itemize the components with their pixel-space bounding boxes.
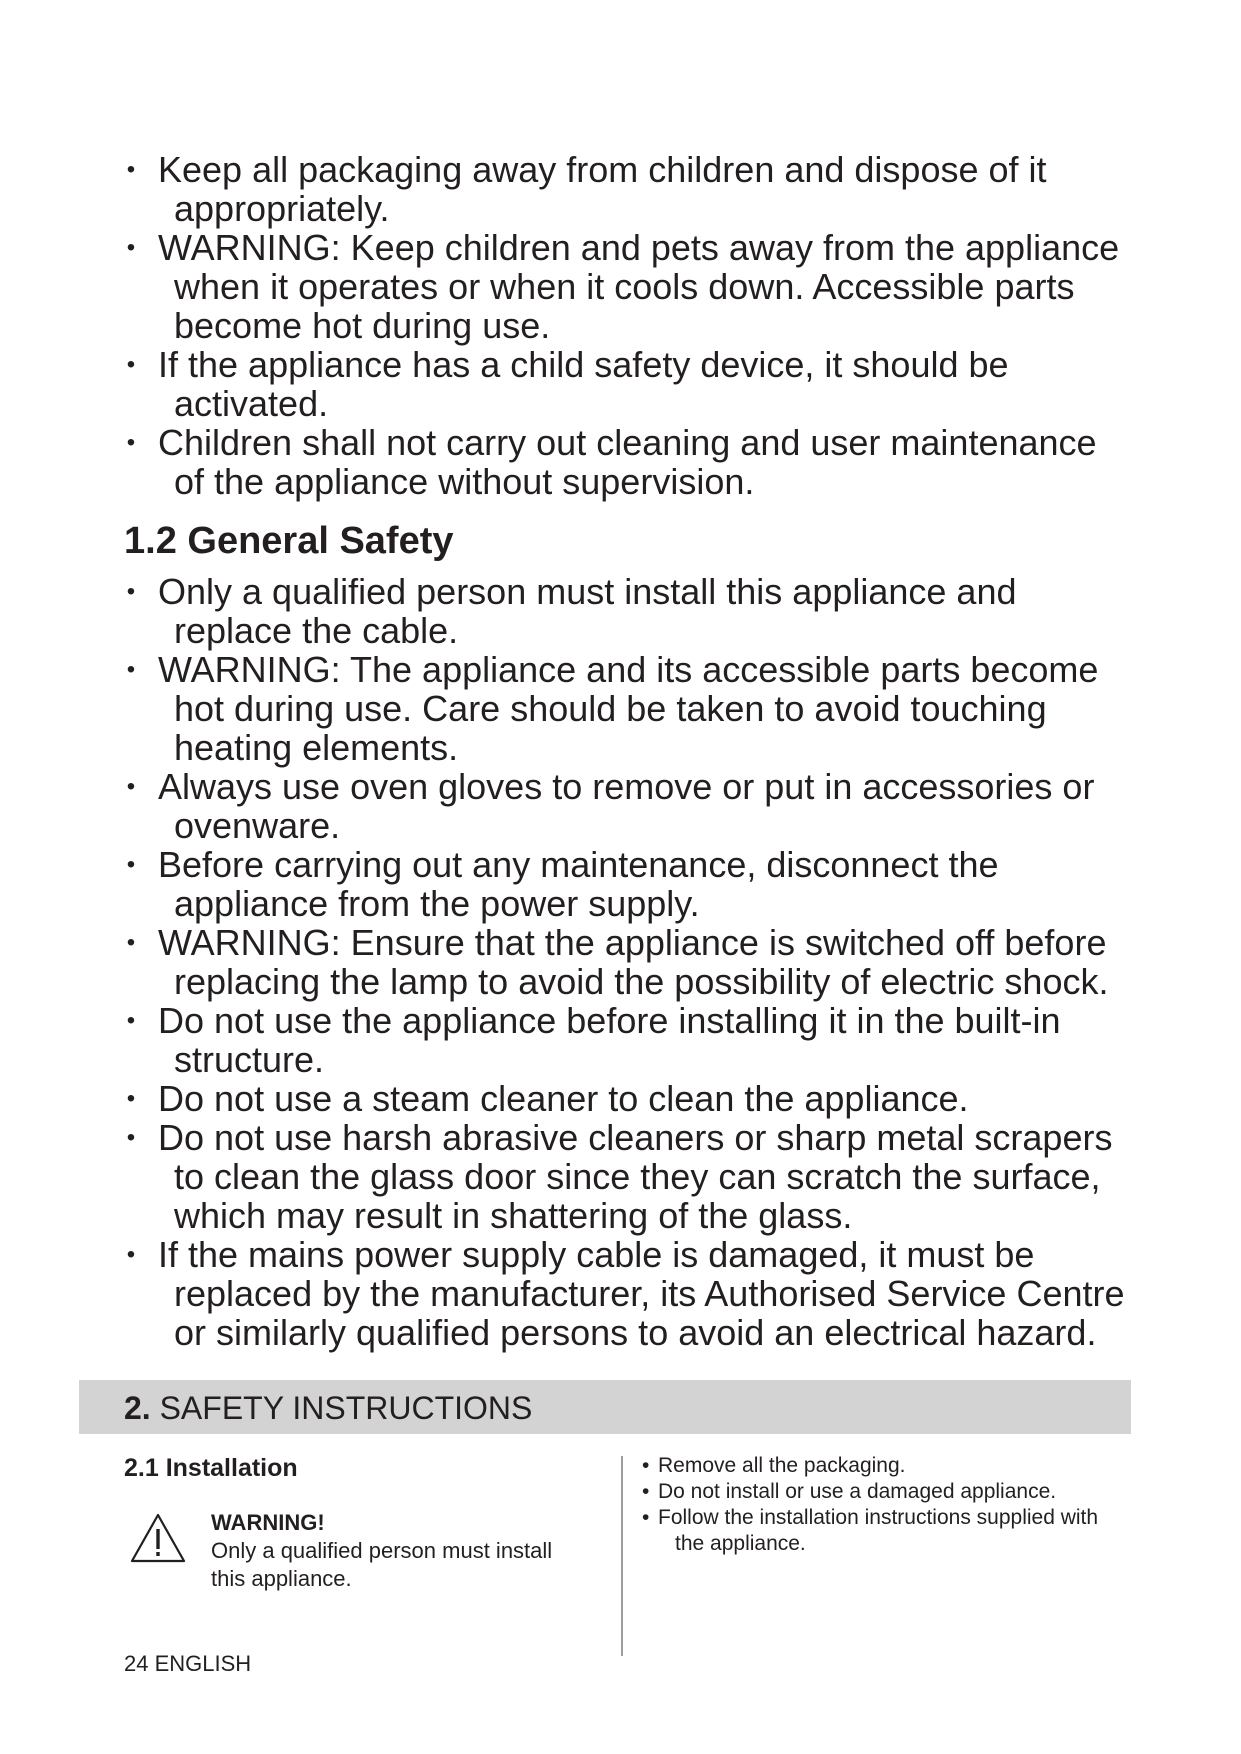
list-item: • Follow the installation instructions supplied with the appliance. xyxy=(642,1506,1099,1555)
column-divider xyxy=(621,1456,623,1656)
list-item: • Children shall not carry out cleaning and user maintenance of the appliance without supervision. xyxy=(124,423,1134,501)
bullet-icon: • xyxy=(126,851,136,878)
bullet-icon: • xyxy=(126,1124,136,1151)
warning-triangle-icon xyxy=(130,1513,186,1563)
list-item: • If the appliance has a child safety device, it should be activated. xyxy=(124,345,1134,423)
bullet-icon: • xyxy=(126,929,136,956)
list-item: • Do not use the appliance before installing it in the built-in structure. xyxy=(124,1001,1134,1079)
bullet-icon: • xyxy=(126,578,136,605)
bullet-icon: • xyxy=(126,429,136,456)
section-title-text: SAFETY INSTRUCTIONS xyxy=(159,1390,533,1426)
bullet-icon: • xyxy=(642,1506,650,1529)
list-item: • WARNING: Ensure that the appliance is switched off before replacing the lamp to avoid the possibility of electric shock. xyxy=(124,923,1134,1001)
list-item: • Keep all packaging away from children and dispose of it appropriately. xyxy=(124,150,1134,228)
list-item: • WARNING: Keep children and pets away from the appliance when it operates or when it cools down. Accessible parts become hot during use. xyxy=(124,228,1134,345)
section-number: 2. xyxy=(124,1390,151,1426)
bullet-icon: • xyxy=(126,351,136,378)
list-item: • Do not use harsh abrasive cleaners or sharp metal scrapers to clean the glass door since they can scratch the surface, which may result in shattering of the glass. xyxy=(124,1118,1134,1235)
list-item: • Do not install or use a damaged appliance. xyxy=(642,1480,1057,1503)
bullet-icon: • xyxy=(126,656,136,683)
general-safety-list xyxy=(124,572,1134,1352)
list-item: • Only a qualified person must install this appliance and replace the cable. xyxy=(124,572,1134,650)
list-item: • Always use oven gloves to remove or put in accessories or ovenware. xyxy=(124,767,1134,845)
list-item: • WARNING: The appliance and its accessible parts become hot during use. Care should be taken to avoid touching heating elements. xyxy=(124,650,1134,767)
installation-heading: 2.1 Installation xyxy=(124,1454,298,1482)
installation-list xyxy=(642,1453,1112,1557)
bullet-icon: • xyxy=(126,234,136,261)
general-safety-heading: 1.2 General Safety xyxy=(124,520,454,562)
list-item: • Before carrying out any maintenance, disconnect the appliance from the power supply. xyxy=(124,845,1134,923)
warning-block xyxy=(211,1509,571,1593)
bullet-icon: • xyxy=(642,1454,650,1477)
section-title xyxy=(124,1389,532,1427)
list-item: • If the mains power supply cable is damaged, it must be replaced by the manufacturer, its Authorised Service Centre or similarly qualified persons to avoid an electrical hazard. xyxy=(124,1235,1134,1352)
page-footer: 24 ENGLISH xyxy=(124,1651,252,1676)
bullet-icon: • xyxy=(126,1007,136,1034)
bullet-icon: • xyxy=(642,1480,650,1503)
bullet-icon: • xyxy=(126,156,136,183)
list-item: • Do not use a steam cleaner to clean the appliance. xyxy=(124,1079,1134,1118)
list-item: • Remove all the packaging. xyxy=(642,1454,906,1477)
bullet-icon: • xyxy=(126,1085,136,1112)
warning-title: WARNING! xyxy=(211,1510,325,1535)
warning-text: Only a qualified person must install this appliance. xyxy=(211,1538,553,1591)
bullet-icon: • xyxy=(126,1241,136,1268)
bullet-icon: • xyxy=(126,773,136,800)
child-safety-list xyxy=(124,150,1134,501)
